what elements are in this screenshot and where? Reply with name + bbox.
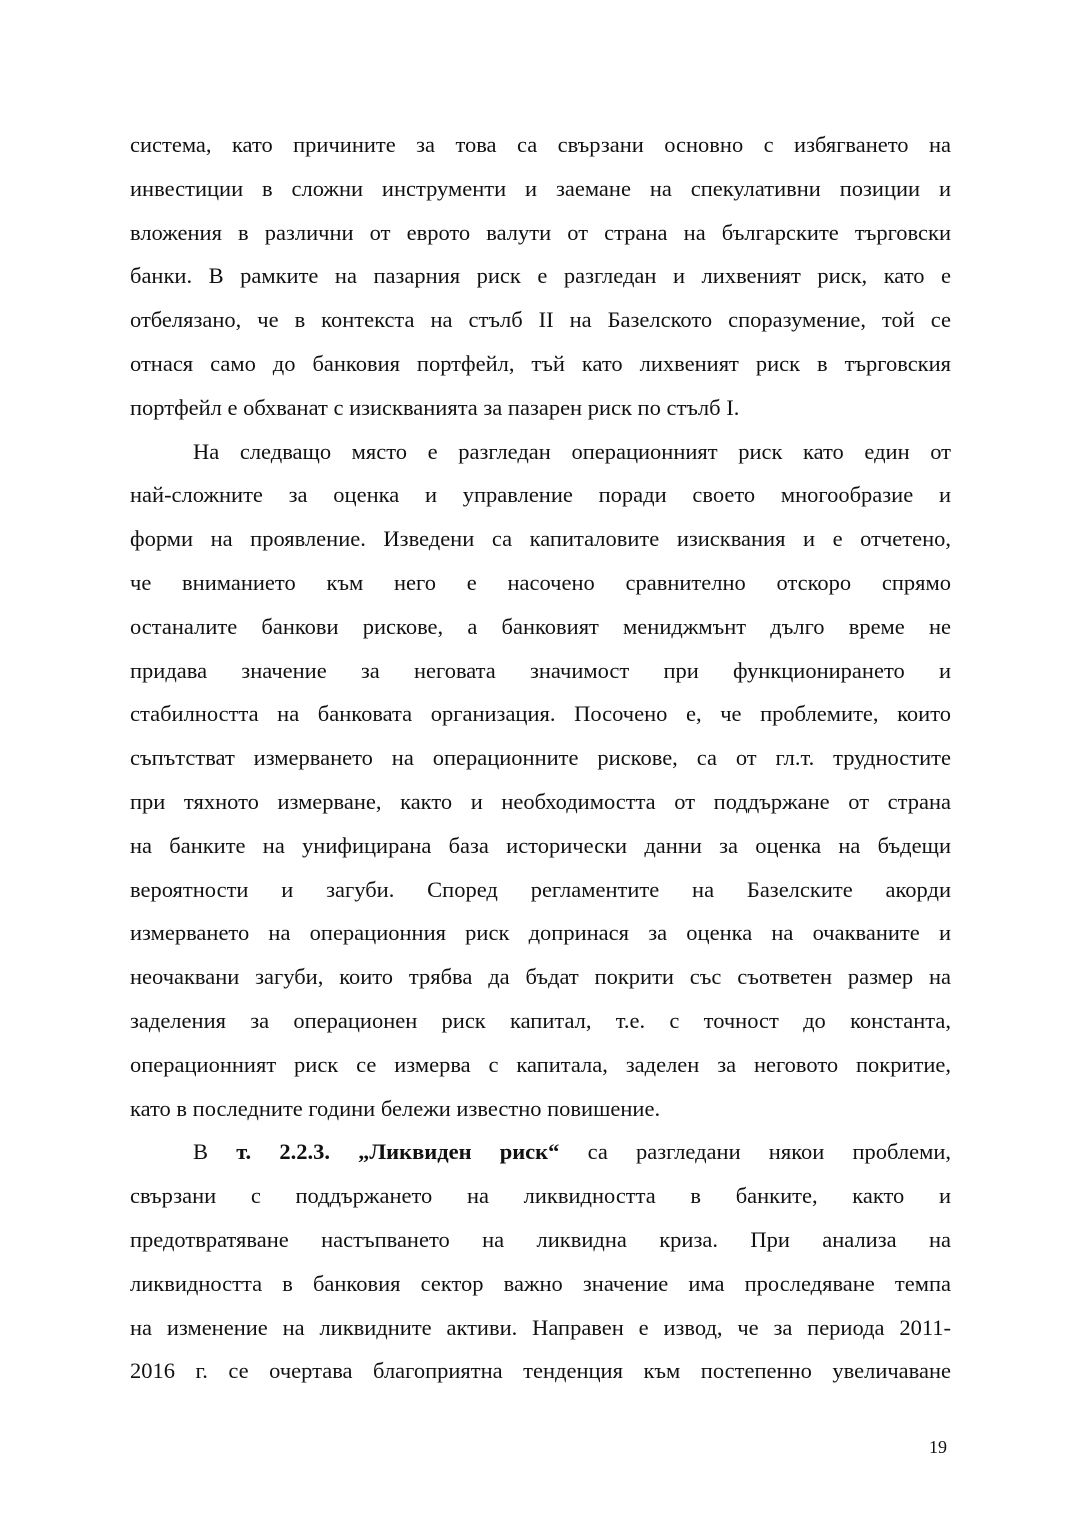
text-line: свързани с поддържането на ликвидността в банките, както и <box>130 1183 951 1209</box>
page-number: 19 <box>929 1437 947 1457</box>
text-line: форми на проявление. Изведени са капиталовите изисквания и е отчетено, <box>130 526 951 552</box>
section-reference: т. 2.2.3. „Ликвиден риск“ <box>236 1139 560 1165</box>
paragraph-market-risk <box>130 128 951 435</box>
text-run: са разгледани някои проблеми, <box>559 1139 951 1165</box>
document-page-body <box>130 128 951 1398</box>
text-line: придава значение за неговата значимост при функционирането и <box>130 657 951 683</box>
text-line: отбелязано, че в контекста на стълб II на Базелското споразумение, той се <box>130 307 951 333</box>
text-line: На следващо място е разгледан операционният риск като един от <box>193 438 951 464</box>
text-line: на изменение на ликвидните активи. Направен е извод, че за периода 2011- <box>130 1314 951 1340</box>
paragraph-first-line <box>130 1135 951 1179</box>
text-line: ликвидността в банковия сектор важно значение има проследяване темпа <box>130 1270 951 1296</box>
text-line: банки. В рамките на пазарния риск е разгледан и лихвеният риск, като е <box>130 263 951 289</box>
text-line: съпътстват измерването на операционните рискове, са от гл.т. трудностите <box>130 745 951 771</box>
text-line: вложения в различни от еврото валути от страна на българските търговски <box>130 219 951 245</box>
text-run: В <box>193 1139 237 1165</box>
paragraph-operational-risk <box>130 435 951 1136</box>
text-line: при тяхното измерване, както и необходимостта от поддържане от страна <box>130 788 951 814</box>
text-line: на банките на унифицирана база исторически данни за оценка на бъдещи <box>130 832 951 858</box>
text-line: система, като причините за това са свързани основно с избягването на <box>130 132 951 157</box>
text-line: предотвратяване настъпването на ликвидна криза. При анализа на <box>130 1226 951 1252</box>
text-line: отнася само до банковия портфейл, тъй като лихвеният риск в търговския <box>130 350 951 376</box>
text-line: неочаквани загуби, които трябва да бъдат покрити със съответен размер на <box>130 964 951 990</box>
text-line: стабилността на банковата организация. Посочено е, че проблемите, които <box>130 701 951 727</box>
paragraph-liquidity-risk <box>130 1135 951 1398</box>
text-line: портфейл е обхванат с изискванията за пазарен риск по стълб I. <box>130 394 740 420</box>
text-line: останалите банкови рискове, а банковият мениджмънт дълго време не <box>130 613 951 639</box>
text-line: измерването на операционния риск допринася за оценка на очакваните и <box>130 920 951 946</box>
text-line: инвестиции в сложни инструменти и заемане на спекулативни позиции и <box>130 175 951 201</box>
text-line: 2016 г. се очертава благоприятна тенденция към постепенно увеличаване <box>130 1358 951 1384</box>
text-line: най-сложните за оценка и управление поради своето многообразие и <box>130 482 951 508</box>
text-line: заделения за операционен риск капитал, т.е. с точност до константа, <box>130 1007 951 1033</box>
text-line: че вниманието към него е насочено сравнително отскоро спрямо <box>130 569 951 595</box>
text-line: като в последните години бележи известно повишение. <box>130 1095 661 1121</box>
text-line: операционният риск се измерва с капитала, заделен за неговото покритие, <box>130 1051 951 1077</box>
text-line: вероятности и загуби. Според регламентите на Базелските акорди <box>130 876 951 902</box>
